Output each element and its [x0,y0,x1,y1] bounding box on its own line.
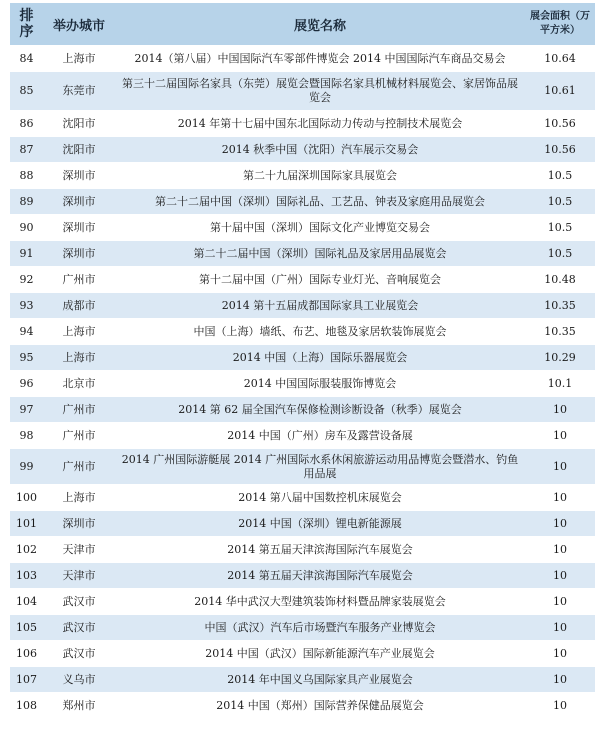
city-cell: 广州市 [43,397,115,423]
rank-cell: 94 [10,319,43,345]
area-cell: 10 [525,397,595,423]
city-cell: 深圳市 [43,163,115,189]
rank-cell: 105 [10,615,43,641]
rank-cell: 108 [10,693,43,719]
city-cell: 沈阳市 [43,137,115,163]
exhibition-name-cell: 2014（第八届）中国国际汽车零部件博览会 2014 中国国际汽车商品交易会 [115,46,525,72]
area-cell: 10.5 [525,189,595,215]
rank-cell: 106 [10,641,43,667]
rank-cell: 107 [10,667,43,693]
header-area: 展会面积（万 平方米） [525,3,595,46]
city-cell: 上海市 [43,46,115,72]
table-body [10,46,595,719]
area-cell: 10 [525,693,595,719]
table-header [10,3,595,46]
table-row [10,537,595,563]
city-cell: 广州市 [43,423,115,449]
city-cell: 深圳市 [43,215,115,241]
city-cell: 义乌市 [43,667,115,693]
table-row [10,137,595,163]
area-cell: 10.56 [525,111,595,137]
table-row [10,563,595,589]
rank-cell: 92 [10,267,43,293]
rank-cell: 102 [10,537,43,563]
table-row [10,293,595,319]
rank-cell: 88 [10,163,43,189]
area-cell: 10.64 [525,46,595,72]
exhibition-name-cell: 第十届中国（深圳）国际文化产业博览交易会 [115,215,525,241]
rank-cell: 93 [10,293,43,319]
header-row [10,3,595,46]
exhibition-name-cell: 2014 华中武汉大型建筑装饰材料暨品牌家装展览会 [115,589,525,615]
exhibition-name-cell: 2014 中国（郑州）国际营养保健品展览会 [115,693,525,719]
city-cell: 武汉市 [43,589,115,615]
header-exhibition-name: 展览名称 [115,3,525,46]
rank-cell: 84 [10,46,43,72]
table-row [10,345,595,371]
table-row [10,72,595,111]
city-cell: 天津市 [43,563,115,589]
exhibition-name-cell: 第二十二届中国（深圳）国际礼品、工艺品、钟表及家庭用品展览会 [115,189,525,215]
city-cell: 深圳市 [43,511,115,537]
city-cell: 天津市 [43,537,115,563]
rank-cell: 86 [10,111,43,137]
rank-cell: 98 [10,423,43,449]
city-cell: 沈阳市 [43,111,115,137]
exhibition-name-cell: 2014 广州国际游艇展 2014 广州国际水系休闲旅游运动用品博览会暨潜水、钓鱼用品展 [115,449,525,485]
table-row [10,397,595,423]
header-city: 举办城市 [43,3,115,46]
area-cell: 10.5 [525,241,595,267]
rank-cell: 101 [10,511,43,537]
exhibition-name-cell: 2014 年中国义乌国际家具产业展览会 [115,667,525,693]
exhibition-name-cell: 2014 第五届天津滨海国际汽车展览会 [115,563,525,589]
exhibition-name-cell: 第三十二届国际名家具（东莞）展览会暨国际名家具机械材料展览会、家居饰品展览会 [115,72,525,111]
exhibition-name-cell: 2014 第十五届成都国际家具工业展览会 [115,293,525,319]
table-row [10,641,595,667]
rank-cell: 103 [10,563,43,589]
exhibition-name-cell: 第二十九届深圳国际家具展览会 [115,163,525,189]
exhibition-name-cell: 2014 中国（武汉）国际新能源汽车产业展览会 [115,641,525,667]
table-row [10,449,595,485]
table-row [10,189,595,215]
area-cell: 10.35 [525,293,595,319]
area-cell: 10 [525,537,595,563]
area-cell: 10.5 [525,163,595,189]
city-cell: 郑州市 [43,693,115,719]
area-cell: 10 [525,563,595,589]
area-cell: 10.5 [525,215,595,241]
rank-cell: 99 [10,449,43,485]
area-cell: 10 [525,449,595,485]
exhibition-name-cell: 2014 中国（深圳）锂电新能源展 [115,511,525,537]
city-cell: 上海市 [43,485,115,511]
table-row [10,267,595,293]
city-cell: 深圳市 [43,241,115,267]
area-cell: 10 [525,615,595,641]
table-row [10,615,595,641]
table-row [10,667,595,693]
area-cell: 10 [525,485,595,511]
exhibition-name-cell: 中国（武汉）汽车后市场暨汽车服务产业博览会 [115,615,525,641]
table-row [10,589,595,615]
area-cell: 10 [525,511,595,537]
exhibition-name-cell: 2014 中国（上海）国际乐器展览会 [115,345,525,371]
header-rank: 排 序 [10,3,43,46]
rank-cell: 85 [10,72,43,111]
area-cell: 10 [525,641,595,667]
table-row [10,485,595,511]
table-row [10,111,595,137]
table-row [10,215,595,241]
exhibition-name-cell: 2014 第五届天津滨海国际汽车展览会 [115,537,525,563]
exhibition-ranking-table [10,3,595,719]
city-cell: 上海市 [43,319,115,345]
city-cell: 成都市 [43,293,115,319]
exhibition-ranking-table-wrapper [10,3,595,719]
area-cell: 10.48 [525,267,595,293]
exhibition-name-cell: 第十二届中国（广州）国际专业灯光、音响展览会 [115,267,525,293]
city-cell: 武汉市 [43,641,115,667]
exhibition-name-cell: 2014 中国（广州）房车及露营设备展 [115,423,525,449]
rank-cell: 91 [10,241,43,267]
city-cell: 广州市 [43,267,115,293]
exhibition-name-cell: 2014 第 62 届全国汽车保修检测诊断设备（秋季）展览会 [115,397,525,423]
exhibition-name-cell: 第二十二届中国（深圳）国际礼品及家居用品展览会 [115,241,525,267]
rank-cell: 104 [10,589,43,615]
table-row [10,46,595,72]
area-cell: 10.1 [525,371,595,397]
exhibition-name-cell: 2014 中国国际服装服饰博览会 [115,371,525,397]
city-cell: 东莞市 [43,72,115,111]
table-row [10,423,595,449]
rank-cell: 95 [10,345,43,371]
city-cell: 北京市 [43,371,115,397]
exhibition-name-cell: 2014 年第十七届中国东北国际动力传动与控制技术展览会 [115,111,525,137]
rank-cell: 100 [10,485,43,511]
exhibition-name-cell: 2014 秋季中国（沈阳）汽车展示交易会 [115,137,525,163]
table-row [10,371,595,397]
table-row [10,511,595,537]
area-cell: 10.29 [525,345,595,371]
area-cell: 10.61 [525,72,595,111]
exhibition-name-cell: 中国（上海）墙纸、布艺、地毯及家居软装饰展览会 [115,319,525,345]
area-cell: 10 [525,667,595,693]
area-cell: 10.35 [525,319,595,345]
rank-cell: 89 [10,189,43,215]
table-row [10,241,595,267]
city-cell: 上海市 [43,345,115,371]
rank-cell: 96 [10,371,43,397]
area-cell: 10 [525,589,595,615]
rank-cell: 97 [10,397,43,423]
city-cell: 深圳市 [43,189,115,215]
table-row [10,693,595,719]
city-cell: 武汉市 [43,615,115,641]
rank-cell: 90 [10,215,43,241]
area-cell: 10 [525,423,595,449]
city-cell: 广州市 [43,449,115,485]
table-row [10,319,595,345]
table-row [10,163,595,189]
rank-cell: 87 [10,137,43,163]
exhibition-name-cell: 2014 第八届中国数控机床展览会 [115,485,525,511]
area-cell: 10.56 [525,137,595,163]
